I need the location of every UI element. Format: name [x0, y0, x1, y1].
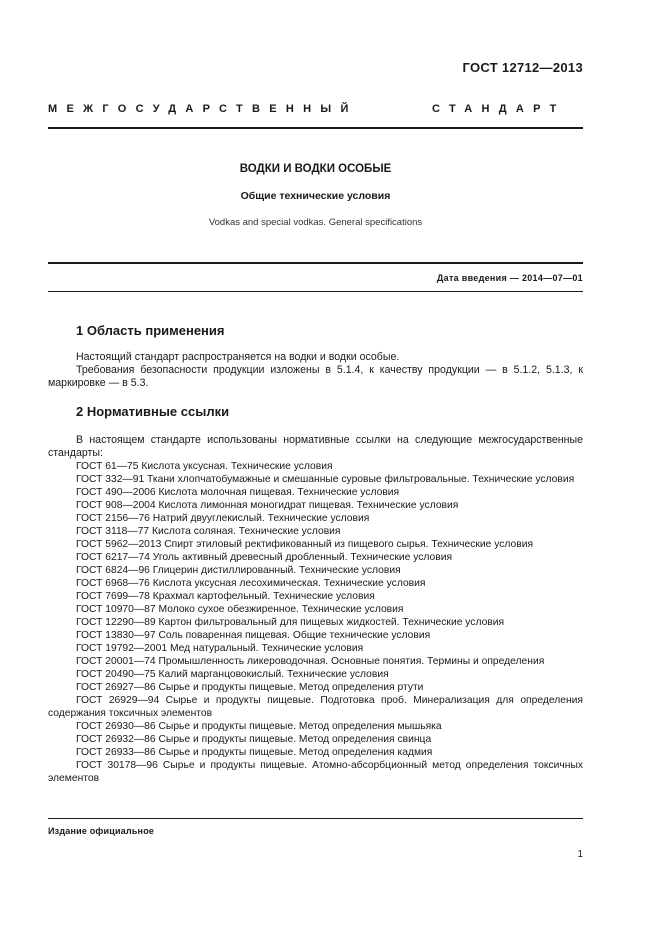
reference-item: ГОСТ 3118—77 Кислота соляная. Технические условия — [76, 526, 341, 537]
reference-item: ГОСТ 26930—86 Сырье и продукты пищевые. Метод определения мышьяка — [76, 721, 442, 732]
banner-standard: СТАНДАРТ — [432, 103, 566, 115]
reference-item: ГОСТ 908—2004 Кислота лимонная моногидрат пищевая. Технические условия — [76, 500, 459, 511]
section-1-paragraph: Настоящий стандарт распространяется на водки и водки особые. — [76, 351, 400, 363]
reference-item: ГОСТ 6824—96 Глицерин дистиллированный. Технические условия — [76, 565, 401, 576]
reference-item: ГОСТ 490—2006 Кислота молочная пищевая. Технические условия — [76, 487, 400, 498]
reference-item: ГОСТ 6217—74 Уголь активный древесный дробленный. Технические условия — [76, 552, 453, 563]
official-edition-label: Издание официальное — [48, 826, 155, 836]
reference-item: ГОСТ 7699—78 Крахмал картофельный. Технические условия — [76, 591, 375, 602]
reference-item: ГОСТ 19792—2001 Мед натуральный. Технические условия — [76, 643, 364, 654]
reference-item: ГОСТ 332—91 Ткани хлопчатобумажные и смешанные суровые фильтровальные. Технические условия — [76, 474, 575, 485]
reference-item: ГОСТ 20490—75 Калий марганцовокислый. Технические условия — [76, 669, 389, 680]
page-number: 1 — [577, 849, 583, 860]
reference-item: ГОСТ 26927—86 Сырье и продукты пищевые. Метод определения ртути — [76, 682, 424, 693]
title-bottom-rule — [48, 262, 583, 264]
top-rule — [48, 127, 583, 129]
reference-item: ГОСТ 26929—94 Сырье и продукты пищевые. Подготовка проб. Минерализация для определения содержания токсичных элементов — [48, 695, 583, 719]
reference-item: ГОСТ 6968—76 Кислота уксусная лесохимическая. Технические условия — [76, 578, 426, 589]
footer-rule — [48, 818, 583, 819]
document-title: ВОДКИ И ВОДКИ ОСОБЫЕ — [239, 163, 392, 175]
section-2-intro: В настоящем стандарте использованы нормативные ссылки на следующие межгосударственные стандарты: — [48, 434, 583, 459]
english-title: Vodkas and special vodkas. General specifications — [208, 217, 423, 228]
document-code: ГОСТ 12712—2013 — [462, 60, 583, 75]
section-1-heading: 1 Область применения — [76, 323, 225, 338]
reference-item: ГОСТ 5962—2013 Спирт этиловый ректификованный из пищевого сырья. Технические условия — [76, 539, 534, 550]
section-1-paragraph: Требования безопасности продукции изложены в 5.1.4, к качеству продукции — в 5.1.2, 5.1.3, к маркировке — в 5.3. — [48, 364, 583, 389]
section-2-heading: 2 Нормативные ссылки — [76, 404, 230, 419]
introduction-date: Дата введения — 2014—07—01 — [436, 273, 583, 283]
reference-item: ГОСТ 2156—76 Натрий двууглекислый. Технические условия — [76, 513, 370, 524]
reference-item: ГОСТ 30178—96 Сырье и продукты пищевые. Атомно-абсорбционный метод определения токсичных элементов — [48, 760, 583, 784]
banner-interstate: МЕЖГОСУДАРСТВЕННЫЙ — [48, 103, 358, 115]
reference-item: ГОСТ 10970—87 Молоко сухое обезжиренное. Технические условия — [76, 604, 404, 615]
reference-item: ГОСТ 13830—97 Соль поваренная пищевая. Общие технические условия — [76, 630, 431, 641]
date-rule — [48, 291, 583, 292]
reference-item: ГОСТ 26933—86 Сырье и продукты пищевые. Метод определения кадмия — [76, 747, 433, 758]
reference-item: ГОСТ 20001—74 Промышленность ликероводочная. Основные понятия. Термины и определения — [76, 656, 545, 667]
document-subtitle: Общие технические условия — [240, 190, 391, 202]
reference-item: ГОСТ 12290—89 Картон фильтровальный для пищевых жидкостей. Технические условия — [76, 617, 505, 628]
reference-list — [48, 460, 583, 785]
reference-item: ГОСТ 26932—86 Сырье и продукты пищевые. Метод определения свинца — [76, 734, 432, 745]
reference-item: ГОСТ 61—75 Кислота уксусная. Технические условия — [76, 461, 333, 472]
